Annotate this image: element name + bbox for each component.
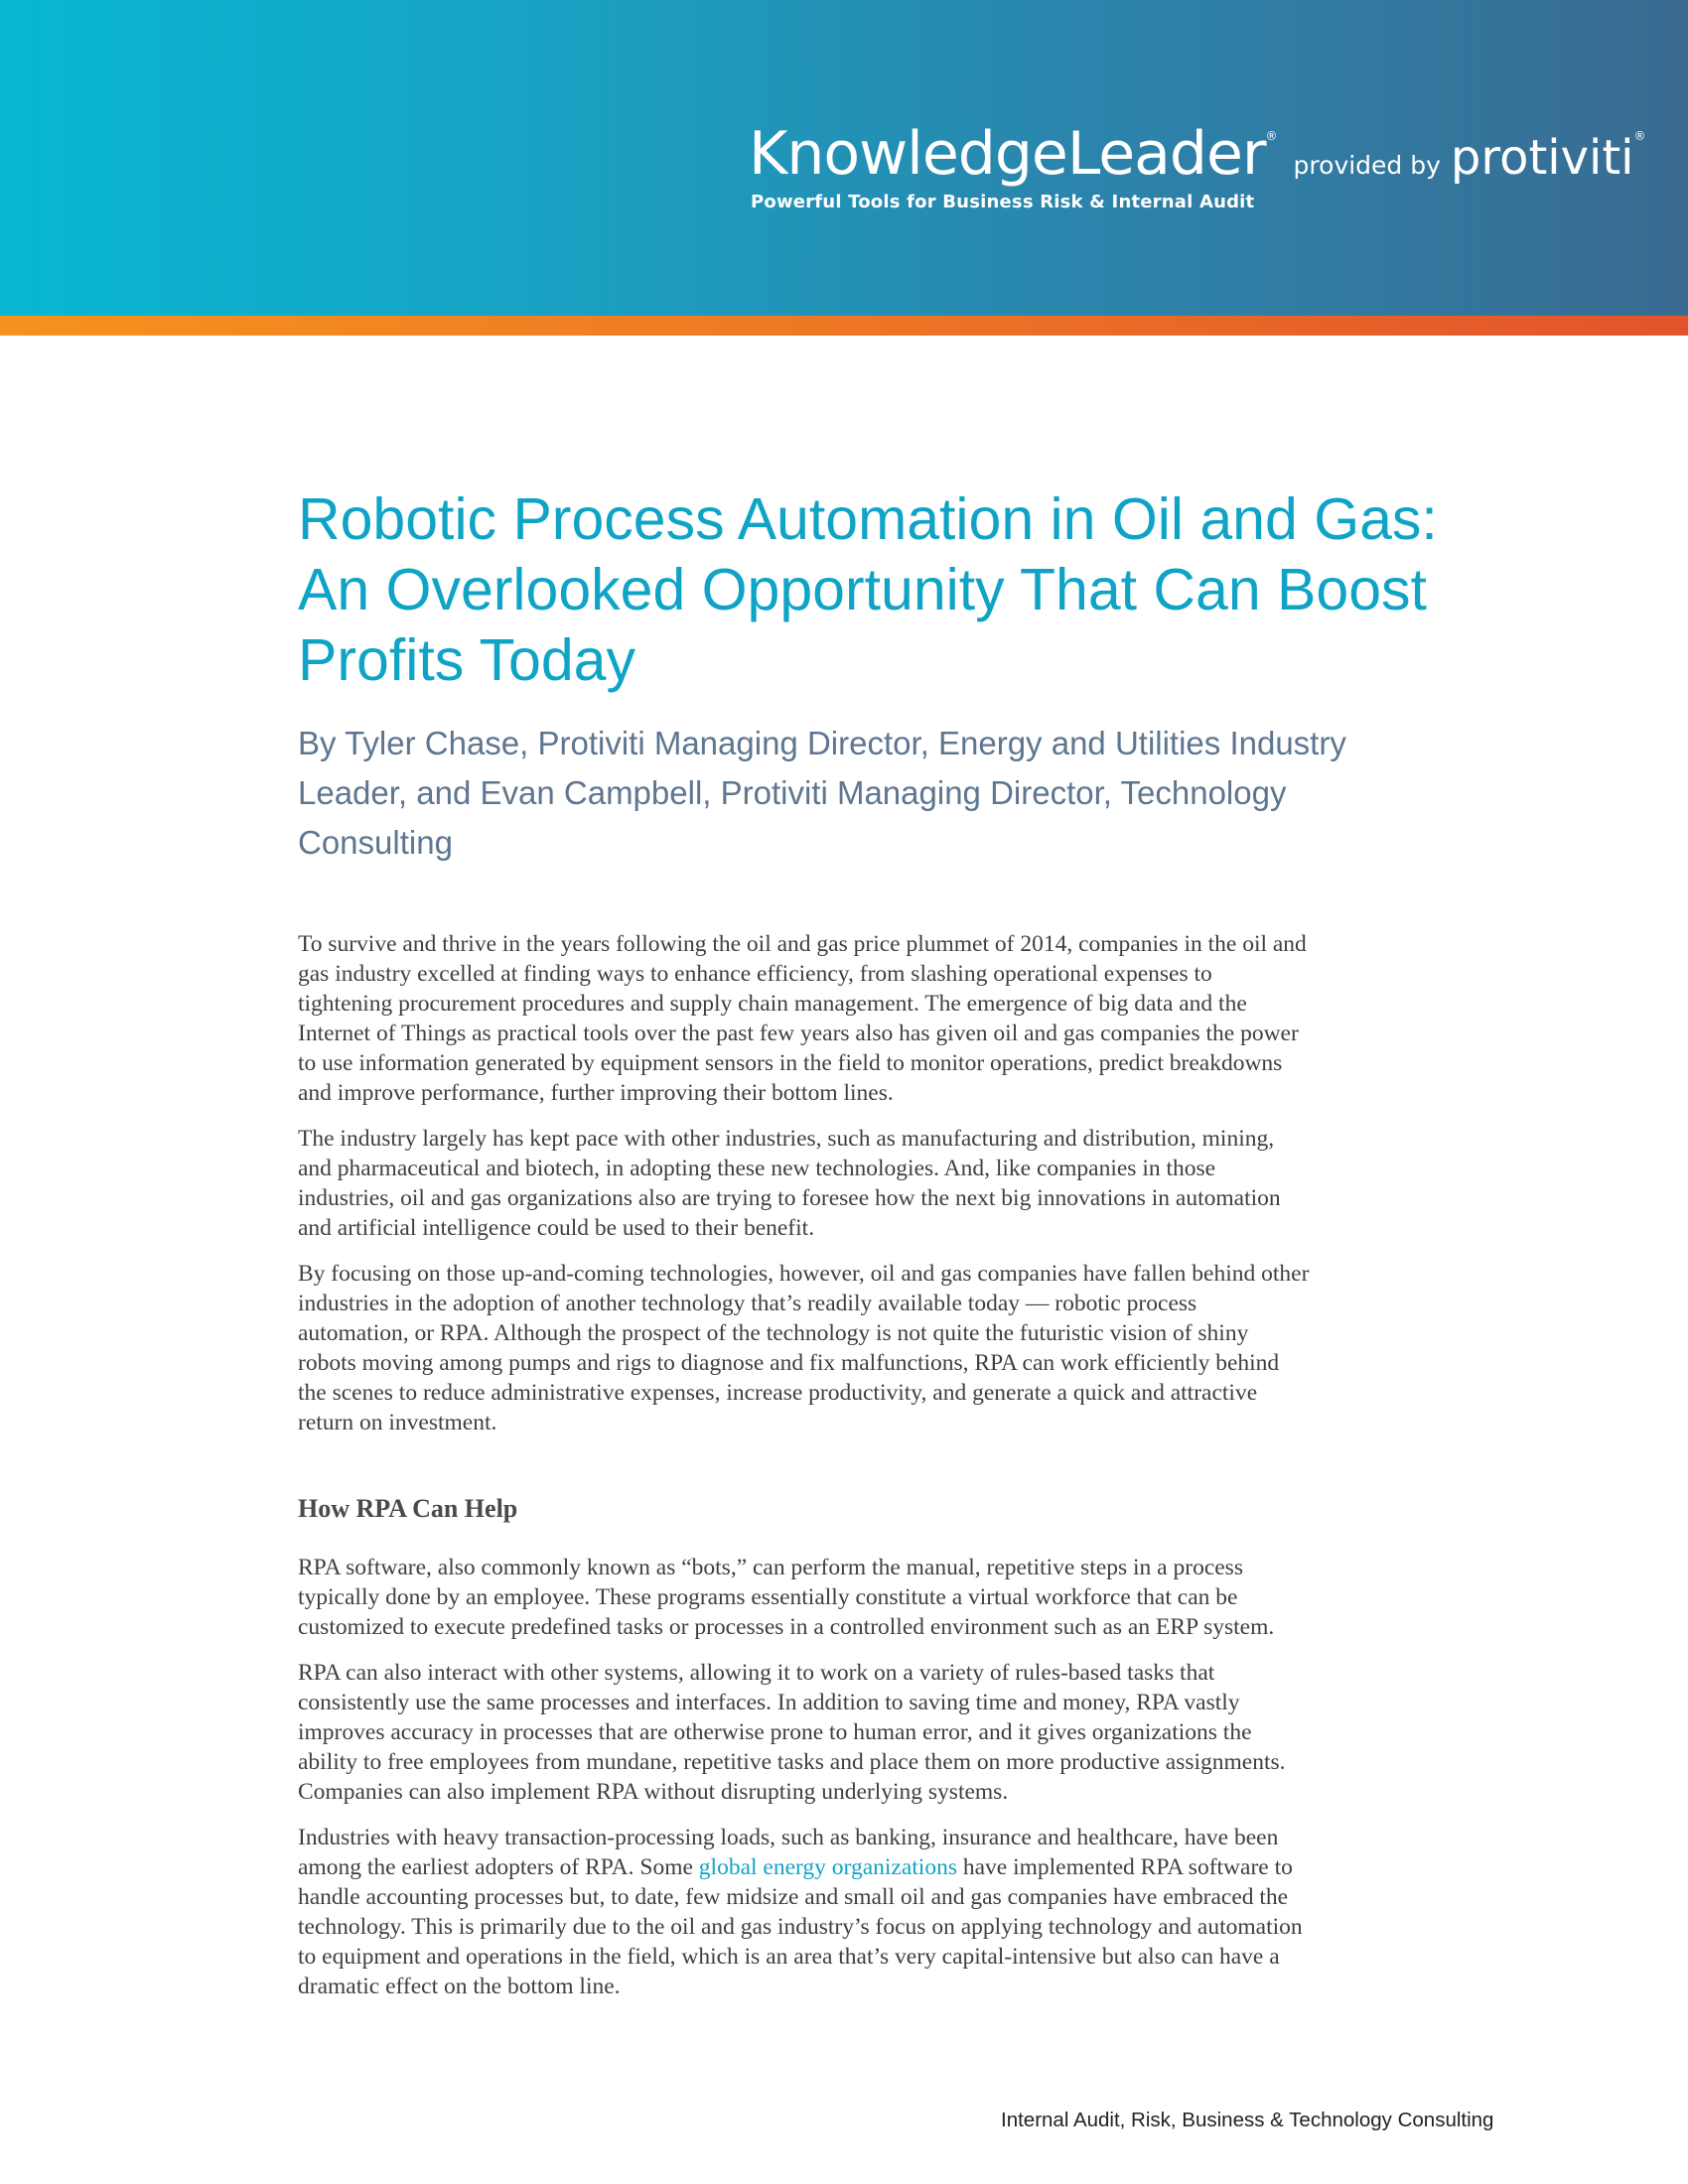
- title-line: Profits Today: [298, 627, 635, 693]
- text-line: handle accounting processes but, to date, few midsize and small oil and gas companies have embraced the: [298, 1884, 1289, 1910]
- brand-logo: [749, 119, 1646, 189]
- text-line: to use information generated by equipment sensors in the field to monitor operations, predict breakdowns: [298, 1050, 1283, 1076]
- text-line: and improve performance, further improving their bottom lines.: [298, 1080, 894, 1106]
- company-registered-mark: ®: [1633, 129, 1646, 143]
- text-line: improves accuracy in processes that are otherwise prone to human error, and it gives organizations the: [298, 1719, 1252, 1745]
- byline-line: By Tyler Chase, Protiviti Managing Director, Energy and Utilities Industry: [298, 725, 1346, 761]
- text-line: automation, or RPA. Although the prospect of the technology is not quite the futuristic vision of shiny: [298, 1320, 1249, 1346]
- text-line: and artificial intelligence could be used to their benefit.: [298, 1215, 815, 1241]
- text-line: The industry largely has kept pace with other industries, such as manufacturing and distribution, mining,: [298, 1126, 1275, 1152]
- text-line: to equipment and operations in the field, which is an area that’s very capital-intensive but also can have a: [298, 1944, 1280, 1970]
- brand-registered-mark: ®: [1265, 129, 1278, 143]
- text-line: and pharmaceutical and biotech, in adopting these new technologies. And, like companies in those: [298, 1156, 1216, 1181]
- text-line: ability to free employees from mundane, repetitive tasks and place them on more productive assignments.: [298, 1749, 1286, 1775]
- industry-paragraph: [298, 1124, 1559, 1243]
- text-line: gas industry excelled at finding ways to enhance efficiency, from slashing operational expenses to: [298, 961, 1212, 987]
- text-line: industries in the adoption of another technology that’s readily available today — robotic process: [298, 1291, 1197, 1316]
- byline-line: Consulting: [298, 824, 453, 861]
- text-line: [298, 1852, 1559, 1882]
- brand-provided-by: provided by: [1293, 151, 1441, 180]
- text-line: the scenes to reduce administrative expenses, increase productivity, and generate a quick and attractive: [298, 1380, 1258, 1406]
- rpa-intro-paragraph: [298, 1259, 1559, 1437]
- text-fragment: among the earliest adopters of RPA. Some: [298, 1854, 699, 1880]
- text-fragment: have implemented RPA software to: [956, 1854, 1293, 1880]
- rpa-software-paragraph: [298, 1553, 1559, 1642]
- rpa-benefits-paragraph: [298, 1658, 1559, 1807]
- title-line: Robotic Process Automation in Oil and Gas:: [298, 486, 1438, 552]
- header-accent-stripe: [0, 316, 1688, 336]
- text-line: dramatic effect on the bottom line.: [298, 1974, 621, 1999]
- text-line: Industries with heavy transaction-processing loads, such as banking, insurance and healthcare, have been: [298, 1825, 1279, 1850]
- brand-company: protiviti: [1450, 130, 1634, 186]
- text-line: customized to execute predefined tasks or processes in a controlled environment such as an ERP system.: [298, 1614, 1275, 1640]
- text-line: RPA can also interact with other systems, allowing it to work on a variety of rules-based tasks that: [298, 1660, 1215, 1686]
- article-byline: [298, 719, 1549, 868]
- intro-paragraph: [298, 929, 1559, 1108]
- text-line: By focusing on those up-and-coming technologies, however, oil and gas companies have fallen behind other: [298, 1261, 1310, 1287]
- text-line: tightening procurement procedures and supply chain management. The emergence of big data and the: [298, 991, 1247, 1017]
- byline-line: Leader, and Evan Campbell, Protiviti Managing Director, Technology: [298, 774, 1287, 811]
- text-line: industries, oil and gas organizations also are trying to foresee how the next big innovations in automation: [298, 1185, 1281, 1211]
- page-footer: Internal Audit, Risk, Business & Technology Consulting: [1001, 2109, 1494, 2131]
- article-title: [298, 484, 1549, 696]
- text-line: Companies can also implement RPA without disrupting underlying systems.: [298, 1779, 1009, 1805]
- title-line: An Overlooked Opportunity That Can Boost: [298, 557, 1427, 622]
- text-line: RPA software, also commonly known as “bots,” can perform the manual, repetitive steps in a process: [298, 1555, 1243, 1580]
- text-line: Internet of Things as practical tools over the past few years also has given oil and gas companies the power: [298, 1021, 1299, 1046]
- header-banner: [0, 0, 1688, 316]
- text-line: consistently use the same processes and interfaces. In addition to saving time and money, RPA vastly: [298, 1690, 1240, 1715]
- text-line: return on investment.: [298, 1410, 497, 1435]
- brand-tagline: Powerful Tools for Business Risk & Internal Audit: [751, 192, 1255, 212]
- industries-paragraph: [298, 1823, 1559, 2001]
- text-line: technology. This is primarily due to the oil and gas industry’s focus on applying technology and automation: [298, 1914, 1303, 1940]
- global-energy-organizations-link[interactable]: global energy organizations: [698, 1854, 957, 1880]
- brand-name: KnowledgeLeader: [749, 119, 1266, 189]
- section-heading: How RPA Can Help: [298, 1494, 518, 1523]
- text-line: To survive and thrive in the years following the oil and gas price plummet of 2014, companies in the oil and: [298, 931, 1307, 957]
- text-line: typically done by an employee. These programs essentially constitute a virtual workforce that can be: [298, 1584, 1238, 1610]
- text-line: robots moving among pumps and rigs to diagnose and fix malfunctions, RPA can work efficiently behind: [298, 1350, 1280, 1376]
